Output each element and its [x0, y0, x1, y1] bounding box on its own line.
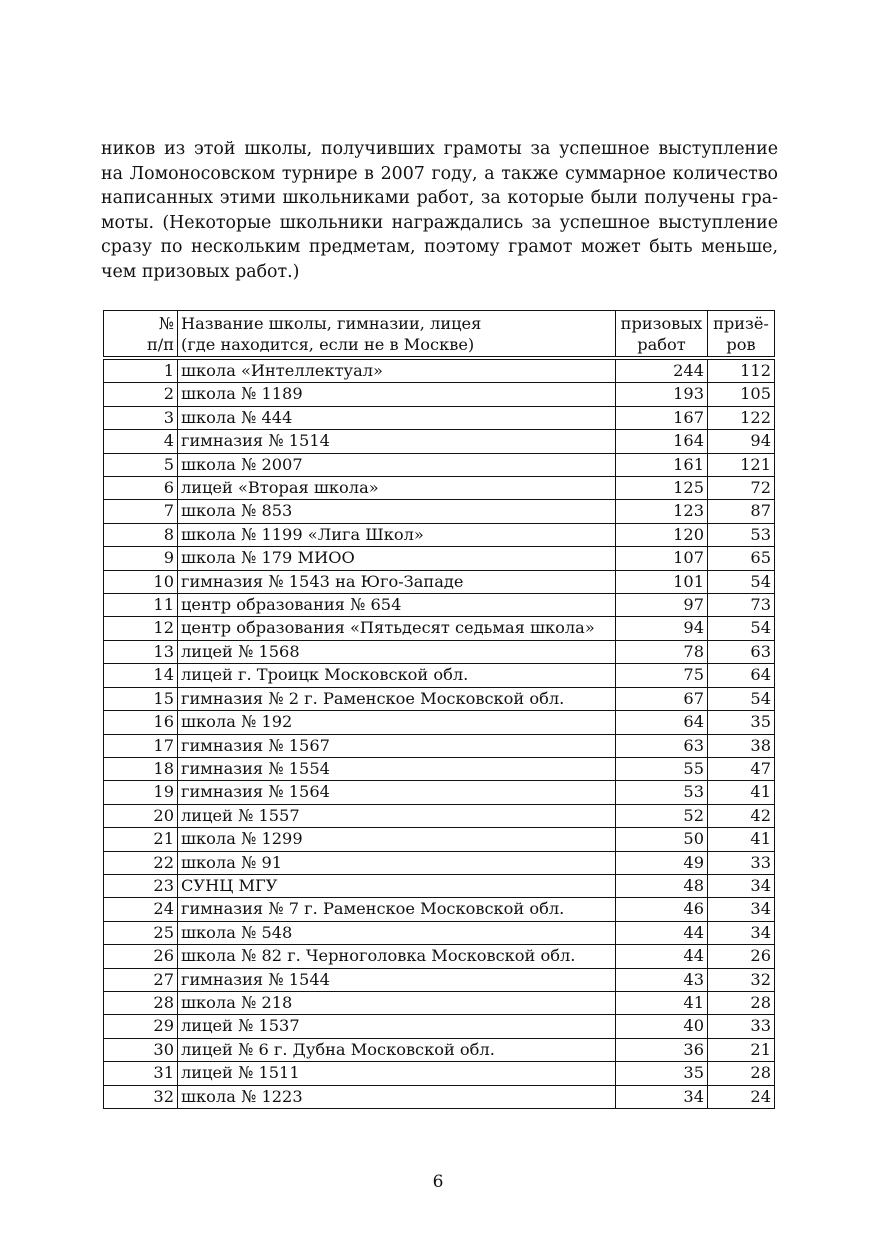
school-name: лицей № 1568	[178, 640, 616, 663]
winners-count: 65	[708, 547, 775, 570]
table-row	[104, 1038, 775, 1061]
prize-works-count: 244	[616, 358, 708, 383]
row-number: 18	[104, 757, 178, 780]
school-name: гимназия № 1564	[178, 781, 616, 804]
table-row	[104, 617, 775, 640]
school-name: школа № 91	[178, 851, 616, 874]
prize-works-count: 41	[616, 991, 708, 1014]
school-name: лицей г. Троицк Московской обл.	[178, 664, 616, 687]
row-number: 17	[104, 734, 178, 757]
winners-count: 32	[708, 968, 775, 991]
prize-works-count: 123	[616, 500, 708, 523]
table-header	[104, 311, 775, 359]
row-number: 3	[104, 406, 178, 429]
prize-works-count: 75	[616, 664, 708, 687]
prize-works-count: 63	[616, 734, 708, 757]
prize-works-count: 167	[616, 406, 708, 429]
intro-line: на Ломоносовском турнире в 2007 году, а также суммарное количество	[101, 163, 778, 184]
row-number: 1	[104, 358, 178, 383]
winners-count: 28	[708, 1062, 775, 1085]
school-name: лицей № 1537	[178, 1015, 616, 1038]
winners-count: 41	[708, 828, 775, 851]
school-name: гимназия № 2 г. Раменское Московской обл.	[178, 687, 616, 710]
winners-count: 53	[708, 523, 775, 546]
row-number: 26	[104, 945, 178, 968]
prize-works-count: 52	[616, 804, 708, 827]
school-name: лицей № 1557	[178, 804, 616, 827]
table-row	[104, 851, 775, 874]
header-row	[104, 311, 775, 359]
table-body	[104, 358, 775, 1109]
prize-works-count: 44	[616, 921, 708, 944]
table-row	[104, 523, 775, 546]
row-number: 10	[104, 570, 178, 593]
school-name: школа № 1199 «Лига Школ»	[178, 523, 616, 546]
prize-works-count: 44	[616, 945, 708, 968]
school-name: гимназия № 1514	[178, 430, 616, 453]
table-row	[104, 945, 775, 968]
prize-works-count: 43	[616, 968, 708, 991]
table-row	[104, 477, 775, 500]
prize-works-count: 161	[616, 453, 708, 476]
row-number: 11	[104, 594, 178, 617]
table-row	[104, 570, 775, 593]
school-name: центр образования № 654	[178, 594, 616, 617]
prize-works-count: 120	[616, 523, 708, 546]
school-name: школа «Интеллектуал»	[178, 358, 616, 383]
winners-count: 21	[708, 1038, 775, 1061]
row-number: 23	[104, 874, 178, 897]
header-winners-line2: ров	[726, 334, 756, 354]
winners-count: 73	[708, 594, 775, 617]
row-number: 28	[104, 991, 178, 1014]
intro-paragraph	[101, 137, 778, 285]
header-school-name-line1: Название школы, гимназии, лицея	[181, 313, 482, 333]
prize-works-count: 46	[616, 898, 708, 921]
page-number: 6	[432, 1172, 444, 1192]
table-row	[104, 547, 775, 570]
row-number: 14	[104, 664, 178, 687]
row-number: 29	[104, 1015, 178, 1038]
winners-count: 54	[708, 687, 775, 710]
table-row	[104, 687, 775, 710]
table-row	[104, 453, 775, 476]
winners-count: 28	[708, 991, 775, 1014]
table-row	[104, 358, 775, 383]
table-row	[104, 406, 775, 429]
prize-works-count: 101	[616, 570, 708, 593]
winners-count: 33	[708, 851, 775, 874]
school-name: школа № 444	[178, 406, 616, 429]
school-name: школа № 1299	[178, 828, 616, 851]
winners-count: 41	[708, 781, 775, 804]
school-name: лицей «Вторая школа»	[178, 477, 616, 500]
winners-count: 87	[708, 500, 775, 523]
school-name: гимназия № 1567	[178, 734, 616, 757]
prize-works-count: 78	[616, 640, 708, 663]
table-row	[104, 1085, 775, 1108]
winners-count: 34	[708, 921, 775, 944]
table-row	[104, 921, 775, 944]
table-row	[104, 711, 775, 734]
prize-works-count: 97	[616, 594, 708, 617]
row-number: 19	[104, 781, 178, 804]
schools-table	[103, 310, 775, 1109]
intro-line: чем призовых работ.)	[101, 261, 300, 282]
school-name: лицей № 1511	[178, 1062, 616, 1085]
row-number: 4	[104, 430, 178, 453]
winners-count: 63	[708, 640, 775, 663]
winners-count: 105	[708, 383, 775, 406]
school-name: школа № 218	[178, 991, 616, 1014]
header-winners-line1: призё-	[713, 313, 769, 333]
winners-count: 54	[708, 617, 775, 640]
prize-works-count: 48	[616, 874, 708, 897]
winners-count: 42	[708, 804, 775, 827]
header-number-line1: №	[158, 313, 174, 333]
intro-line: написанных этими школьниками работ, за которые были получены гра-	[101, 188, 778, 209]
winners-count: 47	[708, 757, 775, 780]
prize-works-count: 193	[616, 383, 708, 406]
winners-count: 34	[708, 874, 775, 897]
winners-count: 33	[708, 1015, 775, 1038]
header-prize-works-line2: работ	[637, 334, 686, 354]
row-number: 2	[104, 383, 178, 406]
row-number: 9	[104, 547, 178, 570]
table-row	[104, 594, 775, 617]
winners-count: 94	[708, 430, 775, 453]
table-row	[104, 664, 775, 687]
row-number: 21	[104, 828, 178, 851]
school-name: лицей № 6 г. Дубна Московской обл.	[178, 1038, 616, 1061]
row-number: 25	[104, 921, 178, 944]
school-name: школа № 179 МИОО	[178, 547, 616, 570]
school-name: СУНЦ МГУ	[178, 874, 616, 897]
row-number: 30	[104, 1038, 178, 1061]
table-row	[104, 804, 775, 827]
row-number: 15	[104, 687, 178, 710]
table-row	[104, 430, 775, 453]
winners-count: 34	[708, 898, 775, 921]
table-row	[104, 734, 775, 757]
row-number: 22	[104, 851, 178, 874]
winners-count: 38	[708, 734, 775, 757]
school-name: школа № 853	[178, 500, 616, 523]
row-number: 12	[104, 617, 178, 640]
prize-works-count: 36	[616, 1038, 708, 1061]
row-number: 6	[104, 477, 178, 500]
school-name: гимназия № 1554	[178, 757, 616, 780]
prize-works-count: 50	[616, 828, 708, 851]
header-school-name-line2: (где находится, если не в Москве)	[181, 334, 475, 354]
prize-works-count: 40	[616, 1015, 708, 1038]
table-row	[104, 874, 775, 897]
intro-line: моты. (Некоторые школьники награждались за успешное выступление	[101, 212, 778, 233]
row-number: 27	[104, 968, 178, 991]
prize-works-count: 53	[616, 781, 708, 804]
row-number: 7	[104, 500, 178, 523]
table-row	[104, 757, 775, 780]
header-prize-works-line1: призовых	[620, 313, 703, 333]
winners-count: 24	[708, 1085, 775, 1108]
winners-count: 121	[708, 453, 775, 476]
table-row	[104, 383, 775, 406]
row-number: 13	[104, 640, 178, 663]
winners-count: 35	[708, 711, 775, 734]
row-number: 16	[104, 711, 178, 734]
winners-count: 26	[708, 945, 775, 968]
table-row	[104, 968, 775, 991]
prize-works-count: 125	[616, 477, 708, 500]
winners-count: 122	[708, 406, 775, 429]
row-number: 31	[104, 1062, 178, 1085]
school-name: школа № 548	[178, 921, 616, 944]
prize-works-count: 55	[616, 757, 708, 780]
prize-works-count: 67	[616, 687, 708, 710]
row-number: 24	[104, 898, 178, 921]
school-name: гимназия № 1544	[178, 968, 616, 991]
header-prize-works	[616, 311, 708, 359]
table-row	[104, 500, 775, 523]
winners-count: 54	[708, 570, 775, 593]
table-row	[104, 1062, 775, 1085]
school-name: школа № 82 г. Черноголовка Московской обл.	[178, 945, 616, 968]
prize-works-count: 164	[616, 430, 708, 453]
header-winners	[708, 311, 775, 359]
table-row	[104, 640, 775, 663]
winners-count: 72	[708, 477, 775, 500]
prize-works-count: 35	[616, 1062, 708, 1085]
school-name: школа № 1189	[178, 383, 616, 406]
row-number: 32	[104, 1085, 178, 1108]
winners-count: 112	[708, 358, 775, 383]
header-number	[104, 311, 178, 359]
table-row	[104, 991, 775, 1014]
prize-works-count: 64	[616, 711, 708, 734]
school-name: школа № 192	[178, 711, 616, 734]
header-number-line2: п/п	[146, 334, 174, 354]
table-row	[104, 898, 775, 921]
row-number: 5	[104, 453, 178, 476]
intro-line: ников из этой школы, получивших грамоты за успешное выступление	[101, 139, 778, 159]
school-name: гимназия № 7 г. Раменское Московской обл.	[178, 898, 616, 921]
intro-line: сразу по нескольким предметам, поэтому грамот может быть меньше,	[101, 237, 778, 258]
prize-works-count: 107	[616, 547, 708, 570]
school-name: школа № 2007	[178, 453, 616, 476]
school-name: школа № 1223	[178, 1085, 616, 1108]
table-row	[104, 781, 775, 804]
prize-works-count: 34	[616, 1085, 708, 1108]
row-number: 8	[104, 523, 178, 546]
header-school-name	[178, 311, 616, 359]
row-number: 20	[104, 804, 178, 827]
prize-works-count: 49	[616, 851, 708, 874]
table-row	[104, 1015, 775, 1038]
table-row	[104, 828, 775, 851]
prize-works-count: 94	[616, 617, 708, 640]
school-name: гимназия № 1543 на Юго-Западе	[178, 570, 616, 593]
winners-count: 64	[708, 664, 775, 687]
school-name: центр образования «Пятьдесят седьмая школа»	[178, 617, 616, 640]
